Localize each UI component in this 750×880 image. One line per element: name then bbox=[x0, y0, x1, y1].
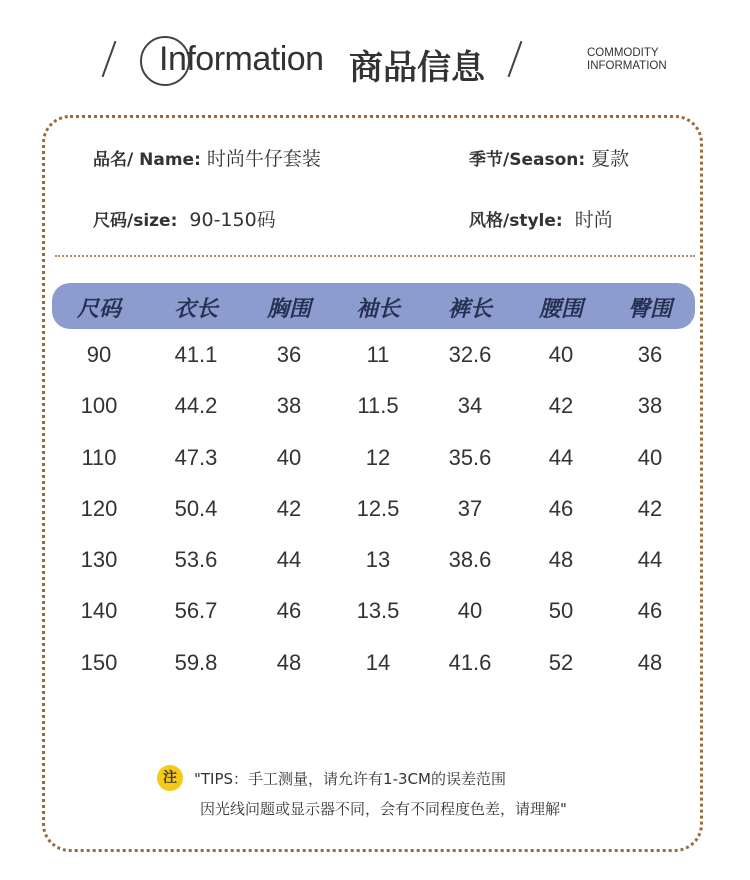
header-subtitle-line2: INFORMATION bbox=[587, 60, 667, 72]
table-cell: 41.6 bbox=[448, 650, 492, 675]
table-row bbox=[0, 393, 750, 433]
table-cell: 50 bbox=[548, 598, 574, 623]
info-style bbox=[469, 205, 613, 232]
table-cell: 34 bbox=[457, 393, 483, 418]
table-cell: 44 bbox=[548, 445, 574, 470]
table-cell: 36 bbox=[637, 342, 663, 367]
table-cell: 35.6 bbox=[448, 445, 492, 470]
table-cell: 120 bbox=[80, 496, 118, 521]
info-name-label: 品名/ Name: bbox=[93, 150, 201, 170]
table-cell: 36 bbox=[276, 342, 302, 367]
table-row bbox=[0, 445, 750, 485]
table-cell: 40 bbox=[548, 342, 574, 367]
table-cell: 41.1 bbox=[174, 342, 218, 367]
info-name-value: 时尚牛仔套装 bbox=[206, 148, 321, 170]
table-row bbox=[0, 598, 750, 638]
header-slash-left bbox=[108, 40, 111, 78]
table-cell: 14 bbox=[365, 650, 391, 675]
header-cell-sleeve: 袖长 bbox=[355, 297, 400, 322]
header-cell-pants-length: 裤长 bbox=[447, 297, 492, 322]
table-cell: 11 bbox=[366, 342, 390, 367]
info-size-label: 尺码/size: bbox=[93, 211, 178, 231]
table-row bbox=[0, 342, 750, 382]
table-cell: 90 bbox=[86, 342, 112, 367]
tip-line-1: "TIPS：手工测量，请允许有1-3CM的误差范围 bbox=[194, 770, 506, 788]
table-cell: 56.7 bbox=[174, 598, 218, 623]
header-cell-hip: 臀围 bbox=[627, 297, 672, 322]
table-cell: 50.4 bbox=[174, 496, 218, 521]
table-cell: 48 bbox=[276, 650, 302, 675]
table-cell: 52 bbox=[548, 650, 574, 675]
header-subtitle-line1: COMMODITY bbox=[587, 47, 659, 59]
table-cell: 46 bbox=[637, 598, 663, 623]
table-cell: 110 bbox=[81, 445, 117, 470]
info-size bbox=[93, 205, 276, 232]
info-style-label: 风格/style: bbox=[469, 211, 563, 231]
table-cell: 100 bbox=[80, 393, 118, 418]
table-cell: 13.5 bbox=[356, 598, 400, 623]
table-cell: 12.5 bbox=[356, 496, 400, 521]
table-cell: 140 bbox=[80, 598, 118, 623]
table-cell: 44 bbox=[637, 547, 663, 572]
table-cell: 46 bbox=[276, 598, 302, 623]
table-cell: 12 bbox=[365, 445, 391, 470]
info-style-value: 时尚 bbox=[574, 209, 613, 231]
header-title-en: Information bbox=[159, 40, 324, 78]
table-cell: 38 bbox=[276, 393, 302, 418]
table-cell: 46 bbox=[548, 496, 574, 521]
info-name bbox=[93, 144, 321, 171]
info-season-value: 夏款 bbox=[591, 148, 630, 170]
table-cell: 150 bbox=[80, 650, 118, 675]
table-cell: 59.8 bbox=[174, 650, 218, 675]
table-cell: 37 bbox=[457, 496, 483, 521]
table-cell: 32.6 bbox=[448, 342, 492, 367]
table-cell: 40 bbox=[457, 598, 483, 623]
table-cell: 42 bbox=[637, 496, 663, 521]
table-cell: 42 bbox=[548, 393, 574, 418]
tip-badge: 注 bbox=[157, 765, 183, 791]
table-cell: 53.6 bbox=[174, 547, 218, 572]
table-cell: 13 bbox=[365, 547, 391, 572]
table-row bbox=[0, 496, 750, 536]
header-title-cn: 商品信息 bbox=[349, 48, 485, 88]
table-cell: 40 bbox=[276, 445, 302, 470]
header-subtitle bbox=[587, 47, 667, 73]
info-season-label: 季节/Season: bbox=[469, 150, 586, 170]
header-slash-right bbox=[514, 40, 517, 78]
table-cell: 38.6 bbox=[448, 547, 492, 572]
table-cell: 130 bbox=[80, 547, 118, 572]
table-cell: 44.2 bbox=[174, 393, 218, 418]
table-cell: 48 bbox=[637, 650, 663, 675]
table-row bbox=[0, 650, 750, 690]
table-cell: 11.5 bbox=[357, 393, 399, 418]
table-cell: 42 bbox=[276, 496, 302, 521]
info-season bbox=[469, 144, 629, 171]
dotted-divider bbox=[55, 255, 695, 257]
table-cell: 40 bbox=[637, 445, 663, 470]
info-size-value: 90-150码 bbox=[189, 209, 276, 231]
header-cell-length: 衣长 bbox=[173, 297, 218, 322]
table-cell: 47.3 bbox=[174, 445, 218, 470]
table-cell: 44 bbox=[276, 547, 302, 572]
table-row bbox=[0, 547, 750, 587]
table-cell: 38 bbox=[637, 393, 663, 418]
header-cell-chest: 胸围 bbox=[266, 297, 311, 322]
tip-line-2: 因光线问题或显示器不同，会有不同程度色差，请理解" bbox=[200, 800, 567, 818]
table-cell: 48 bbox=[548, 547, 574, 572]
header-cell-waist: 腰围 bbox=[538, 297, 583, 322]
header-cell-size: 尺码 bbox=[76, 297, 121, 322]
